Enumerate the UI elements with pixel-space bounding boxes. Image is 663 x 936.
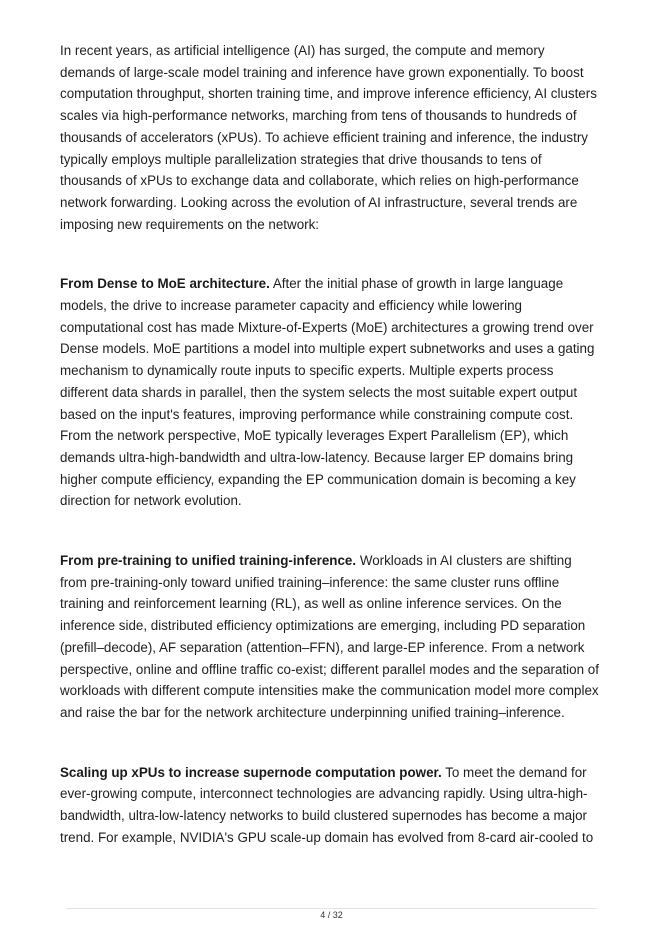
body-text [60, 40, 602, 849]
dense-to-moe-text: After the initial phase of growth in large language models, the drive to increase parameter capacity and efficiency while lowering computational cost has made Mixture-of-Experts (MoE) architectures a growing trend over Dense models. MoE partitions a model into multiple expert subnetworks and uses a gating mechanism to dynamically route inputs to specific experts. Multiple experts process different data shards in parallel, then the system selects the most suitable expert output based on the input's features, improving performance while constraining compute cost. From the network perspective, MoE typically leverages Expert Parallelism (EP), which demands ultra-high-bandwidth and ultra-low-latency. Because larger EP domains bring higher compute efficiency, expanding the EP communication domain is becoming a key direction for network evolution. [60, 276, 595, 509]
training-inference-text: Workloads in AI clusters are shifting from pre-training-only toward unified training–inference: the same cluster runs offline training and reinforcement learning (RL), as well as online inference services. On the inference side, distributed efficiency optimizations are emerging, including PD separation (prefill–decode), AF separation (attention–FFN), and large-EP inference. From a network perspective, online and offline traffic co-exist; different parallel modes and the separation of workloads with different compute intensities make the communication model more complex and raise the bar for the network architecture underpinning unified training–inference. [60, 553, 599, 720]
page-number: 4 / 32 [320, 910, 343, 920]
dense-to-moe-heading: From Dense to MoE architecture. [60, 276, 270, 292]
intro-paragraph [60, 40, 602, 235]
intro-paragraph-text: In recent years, as artificial intelligence (AI) has surged, the compute and memory demands of large-scale model training and inference have grown exponentially. To boost computation throughput, shorten training time, and improve inference efficiency, AI clusters scales via high-performance networks, marching from tens of thousands to hundreds of thousands of accelerators (xPUs). To achieve efficient training and inference, the industry typically employs multiple parallelization strategies that drive thousands to tens of thousands of xPUs to exchange data and collaborate, which relies on high-performance network forwarding. Looking across the evolution of AI infrastructure, several trends are imposing new requirements on the network: [60, 43, 597, 232]
training-inference-paragraph [60, 550, 602, 724]
training-inference-heading: From pre-training to unified training-inference. [60, 553, 357, 569]
dense-to-moe-paragraph [60, 273, 602, 512]
scaling-xpus-heading: Scaling up xPUs to increase supernode computation power. [60, 764, 442, 780]
scaling-xpus-paragraph [60, 762, 602, 849]
scaling-xpus-text: To meet the demand for ever-growing compute, interconnect technologies are advancing rapidly. Using ultra-high-bandwidth, ultra-low-latency networks to build clustered supernodes has become a major trend. For example, NVIDIA's GPU scale-up domain has evolved from 8-card air-cooled to [60, 764, 594, 845]
